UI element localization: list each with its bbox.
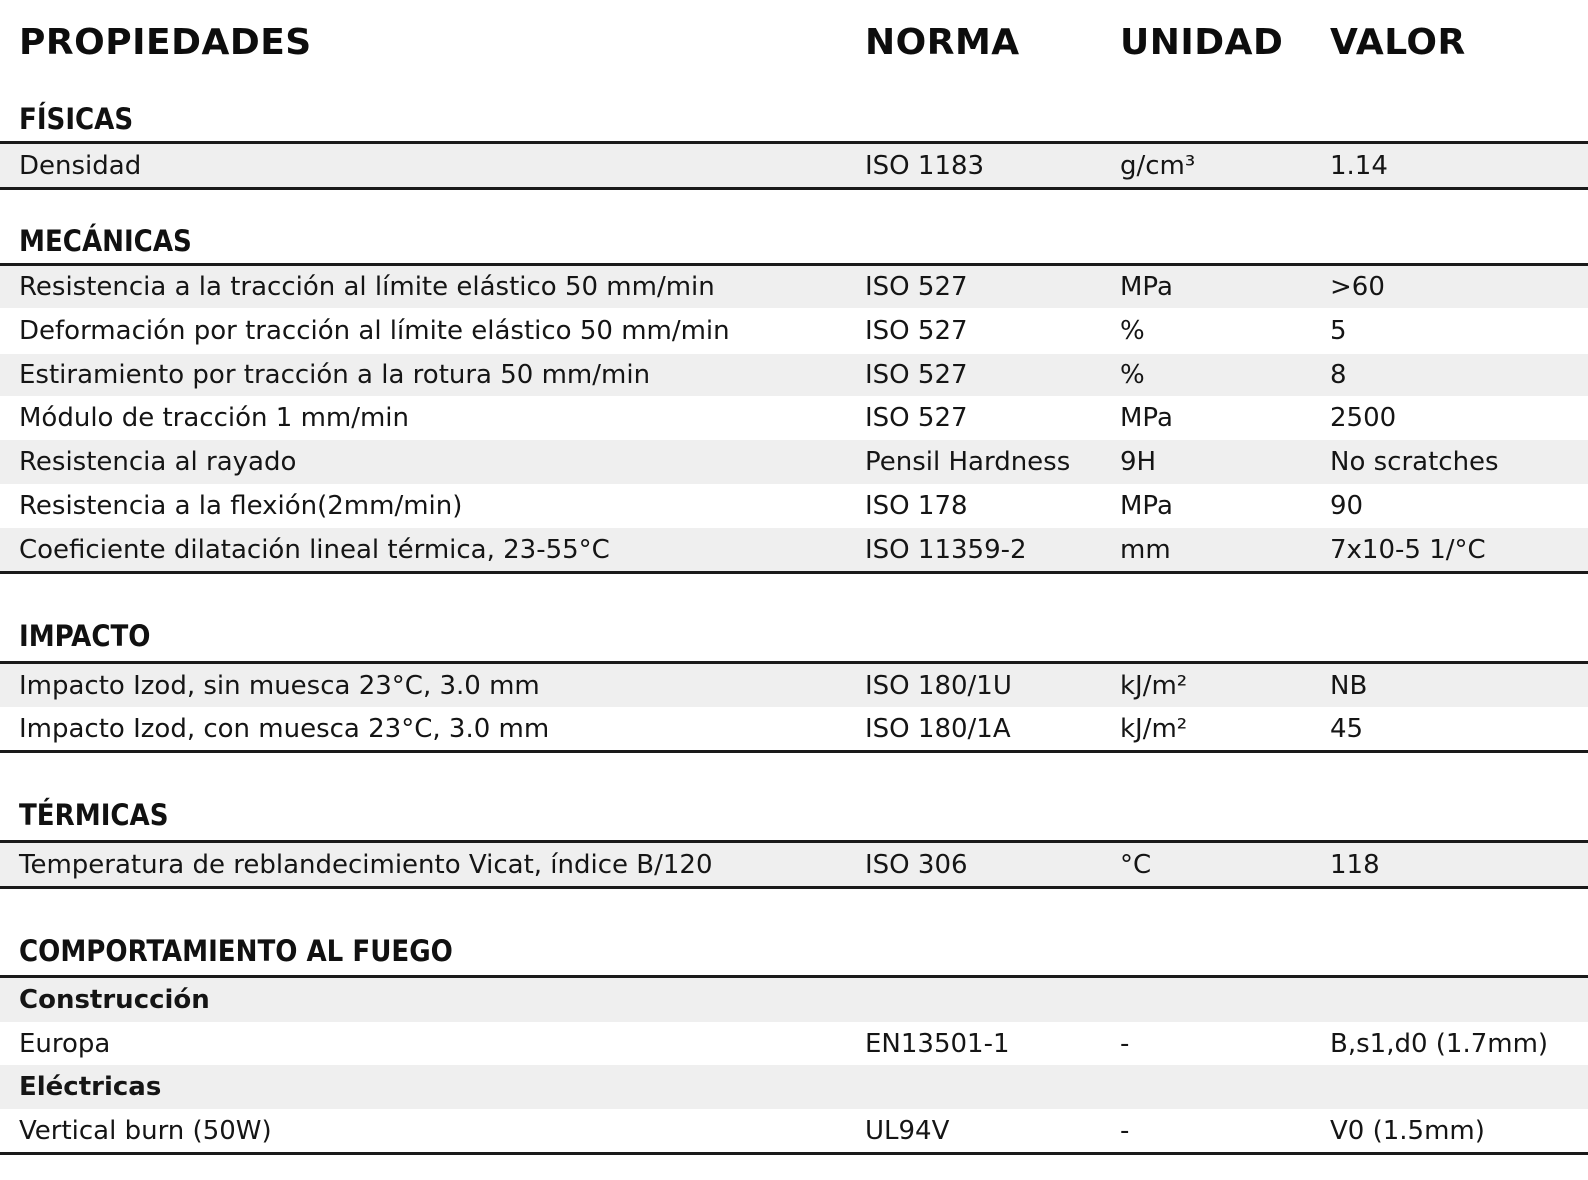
column-header-norma: NORMA — [865, 22, 1020, 63]
table-row — [0, 707, 1588, 750]
property-unit: mm — [1120, 534, 1171, 565]
property-unit: 9H — [1120, 447, 1157, 477]
property-value: B,s1,d0 (1.7mm) — [1330, 1028, 1549, 1059]
table-row — [0, 308, 1588, 354]
property-unit: MPa — [1120, 491, 1173, 521]
table-row — [0, 1022, 1588, 1065]
table-row — [0, 484, 1588, 528]
column-header-valor: VALOR — [1330, 22, 1466, 63]
subsection-title-construccion: Construcción — [19, 985, 210, 1015]
subsection-title-electricas: Eléctricas — [19, 1072, 162, 1102]
property-value: 90 — [1330, 491, 1364, 521]
table-row — [0, 396, 1588, 440]
property-unit: g/cm³ — [1120, 150, 1196, 181]
property-value: NB — [1330, 670, 1368, 701]
section-title-impacto: IMPACTO — [19, 619, 151, 653]
section-divider — [0, 571, 1588, 574]
table-row — [0, 440, 1588, 484]
table-row — [0, 266, 1588, 308]
property-value: 118 — [1330, 849, 1380, 880]
property-unit: °C — [1120, 849, 1152, 880]
property-standard: ISO 527 — [865, 316, 968, 346]
property-unit: MPa — [1120, 403, 1173, 433]
property-value: 2500 — [1330, 403, 1397, 433]
property-standard: ISO 306 — [865, 849, 968, 880]
property-value: V0 (1.5mm) — [1330, 1115, 1485, 1146]
section-divider — [0, 750, 1588, 753]
table-row — [0, 664, 1588, 707]
property-standard: ISO 180/1U — [865, 670, 1012, 701]
table-row — [0, 354, 1588, 396]
property-standard: ISO 180/1A — [865, 713, 1011, 744]
property-name: Deformación por tracción al límite elástico 50 mm/min — [19, 316, 730, 346]
property-value: 5 — [1330, 316, 1347, 346]
table-row — [0, 528, 1588, 571]
property-standard: Pensil Hardness — [865, 447, 1071, 477]
property-name: Temperatura de reblandecimiento Vicat, índice B/120 — [19, 849, 713, 880]
property-standard: EN13501-1 — [865, 1028, 1010, 1059]
property-unit: - — [1120, 1028, 1130, 1059]
table-row — [0, 843, 1588, 886]
property-unit: % — [1120, 316, 1145, 346]
property-unit: - — [1120, 1115, 1130, 1146]
section-divider — [0, 187, 1588, 190]
property-name: Impacto Izod, con muesca 23°C, 3.0 mm — [19, 713, 550, 744]
property-unit: % — [1120, 360, 1145, 390]
property-unit: MPa — [1120, 272, 1173, 302]
property-standard: ISO 1183 — [865, 150, 985, 181]
section-title-fuego: COMPORTAMIENTO AL FUEGO — [19, 934, 453, 968]
table-row — [0, 1109, 1588, 1152]
subsection-row — [0, 1065, 1588, 1109]
property-value: 1.14 — [1330, 150, 1388, 181]
property-name: Resistencia a la tracción al límite elástico 50 mm/min — [19, 272, 715, 302]
property-name: Vertical burn (50W) — [19, 1115, 272, 1146]
property-name: Densidad — [19, 150, 142, 181]
property-value: No scratches — [1330, 447, 1499, 477]
property-name: Estiramiento por tracción a la rotura 50 mm/min — [19, 360, 651, 390]
property-standard: ISO 527 — [865, 403, 968, 433]
property-value: 7x10-5 1/°C — [1330, 534, 1486, 565]
section-title-fisicas: FÍSICAS — [19, 102, 134, 136]
property-standard: ISO 11359-2 — [865, 534, 1027, 565]
property-name: Coeficiente dilatación lineal térmica, 23-55°C — [19, 534, 610, 565]
section-title-termicas: TÉRMICAS — [19, 798, 169, 832]
property-unit: kJ/m² — [1120, 670, 1188, 701]
property-name: Resistencia al rayado — [19, 447, 297, 477]
property-name: Módulo de tracción 1 mm/min — [19, 403, 410, 433]
section-divider — [0, 1152, 1588, 1155]
property-standard: UL94V — [865, 1115, 950, 1146]
column-header-propiedades: PROPIEDADES — [19, 22, 312, 63]
property-value: >60 — [1330, 272, 1385, 302]
table-row — [0, 144, 1588, 187]
property-name: Resistencia a la flexión(2mm/min) — [19, 491, 463, 521]
property-unit: kJ/m² — [1120, 713, 1188, 744]
property-standard: ISO 527 — [865, 272, 968, 302]
property-value: 45 — [1330, 713, 1364, 744]
subsection-row — [0, 978, 1588, 1022]
section-title-mecanicas: MECÁNICAS — [19, 224, 192, 258]
property-standard: ISO 527 — [865, 360, 968, 390]
property-name: Europa — [19, 1028, 111, 1059]
property-standard: ISO 178 — [865, 491, 968, 521]
section-divider — [0, 886, 1588, 889]
property-value: 8 — [1330, 360, 1347, 390]
property-name: Impacto Izod, sin muesca 23°C, 3.0 mm — [19, 670, 540, 701]
column-header-unidad: UNIDAD — [1120, 22, 1284, 63]
